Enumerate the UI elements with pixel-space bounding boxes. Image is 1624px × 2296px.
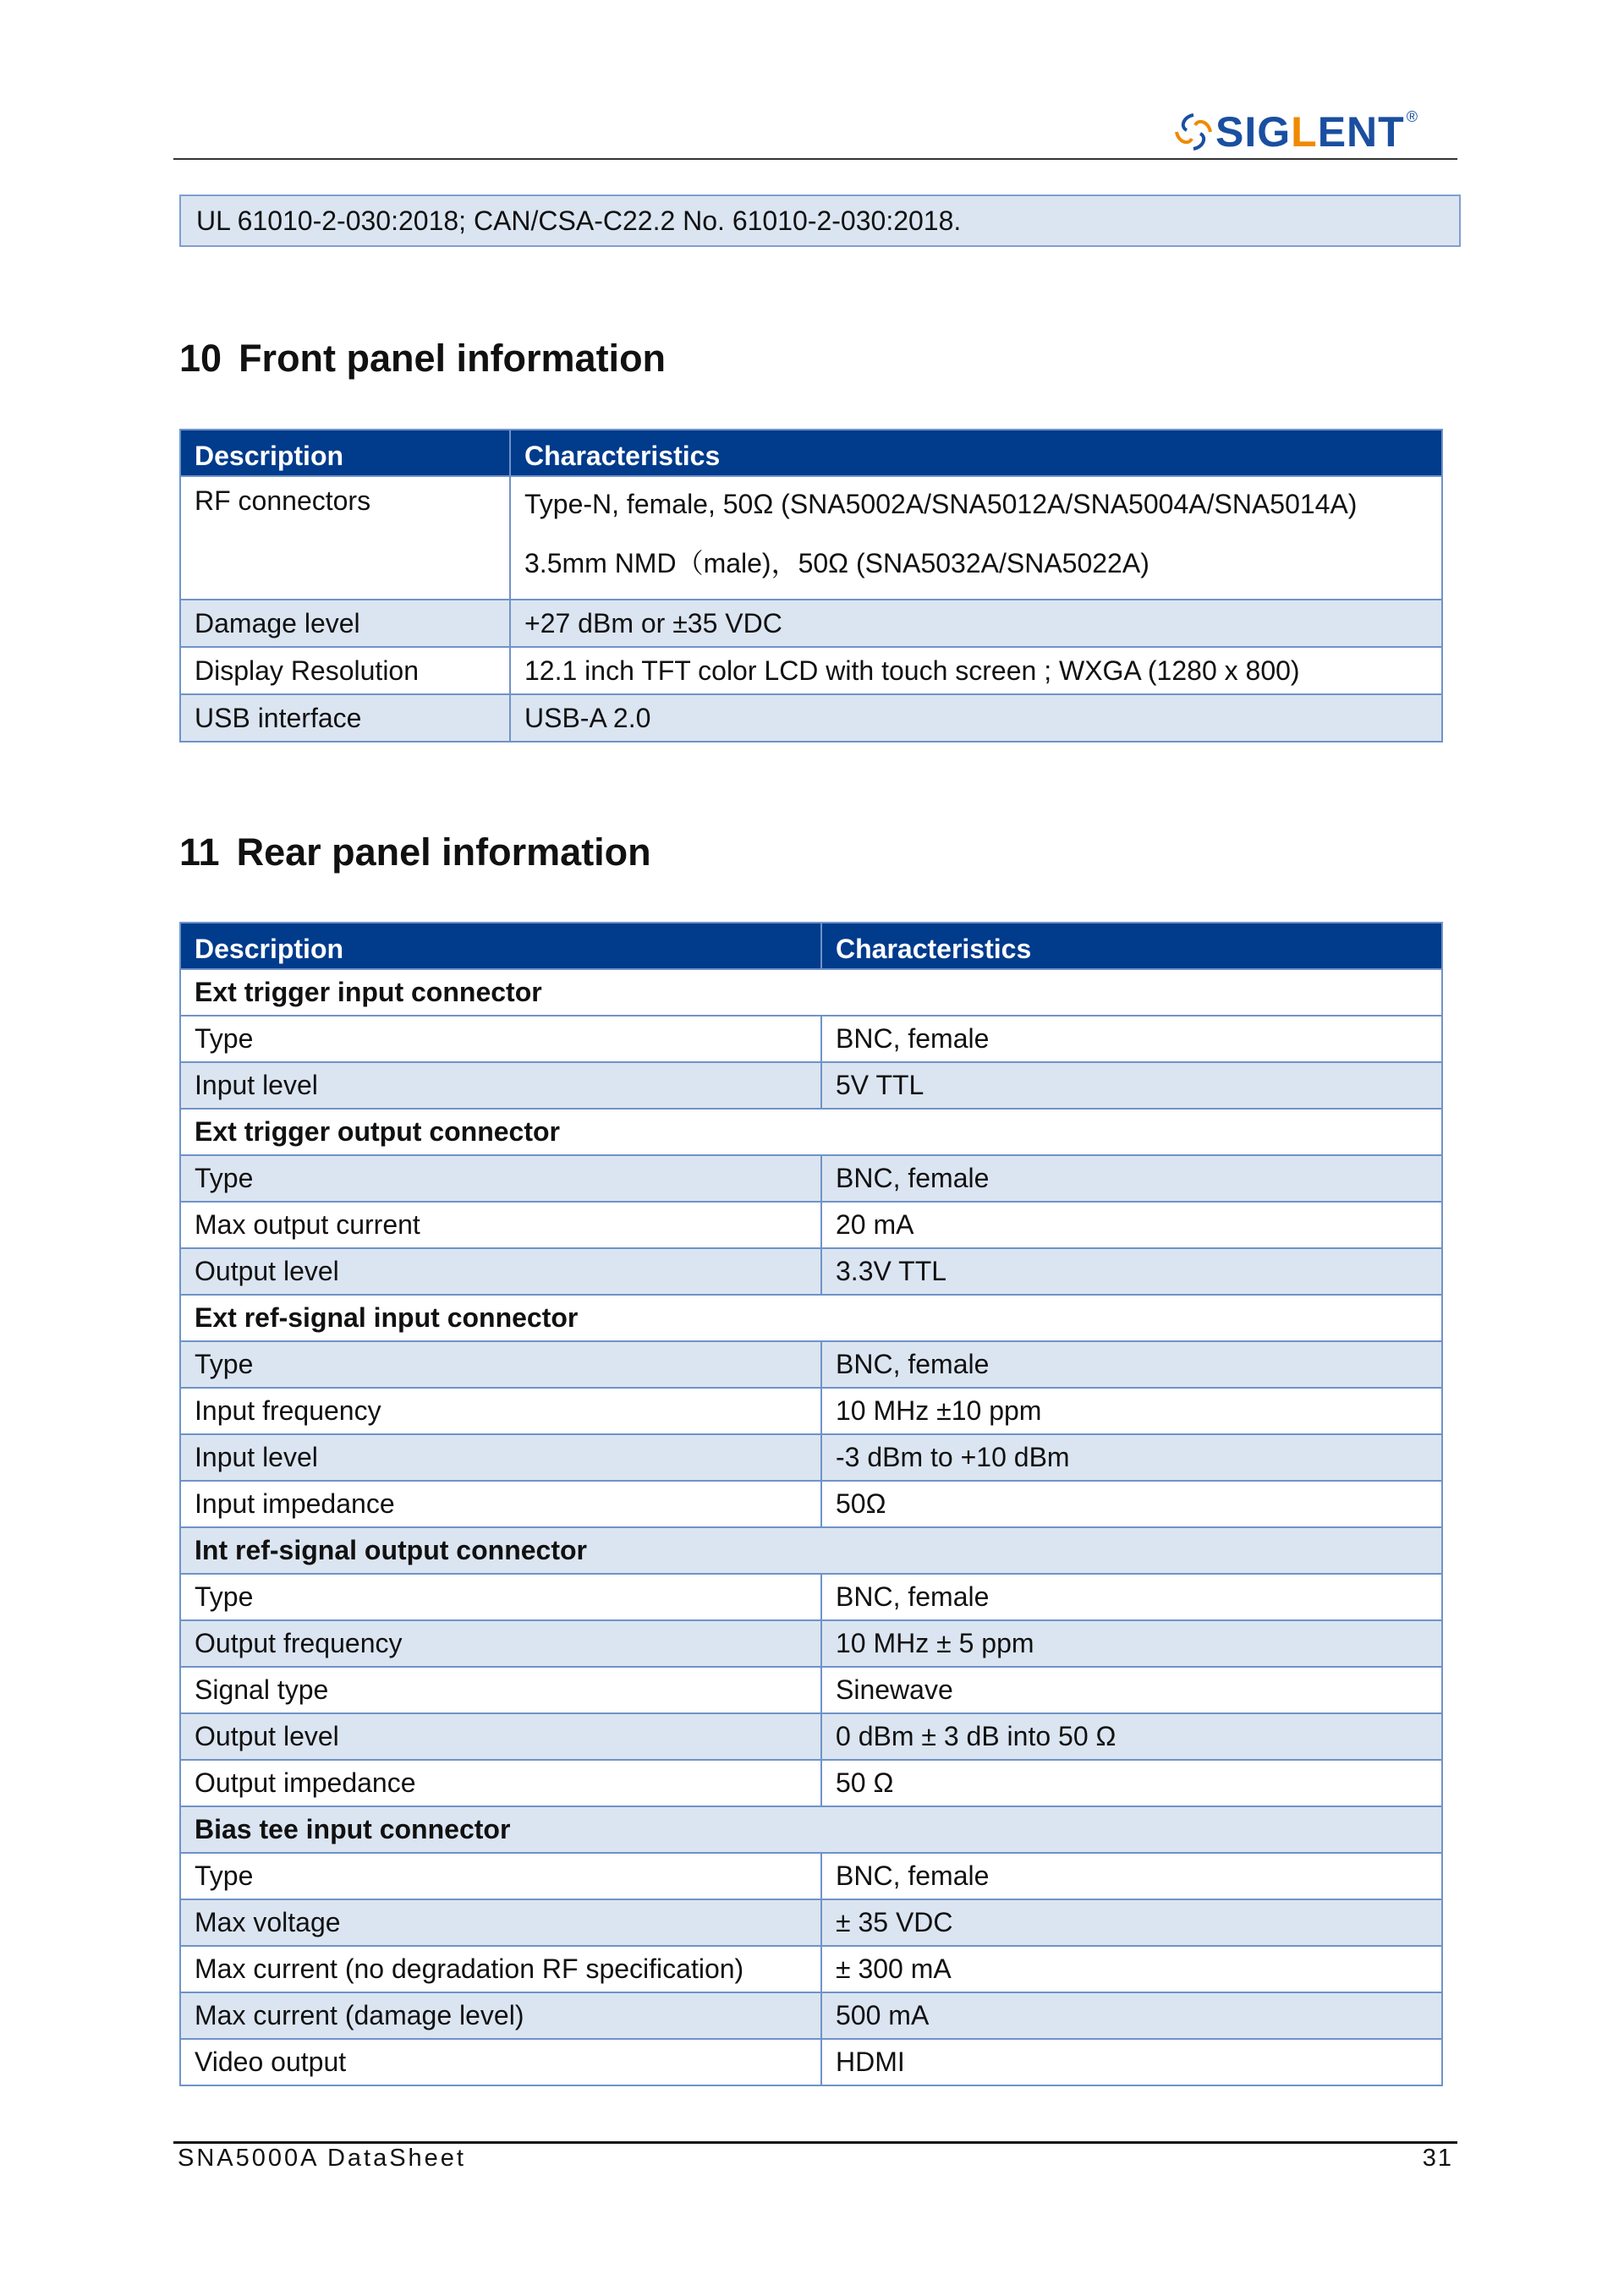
- section-heading-front-panel: 10 Front panel information: [179, 337, 667, 380]
- row-description: Video output: [180, 2039, 821, 2085]
- page-number: 31: [1422, 2145, 1453, 2172]
- row-description: Output level: [180, 1248, 821, 1295]
- row-description: RF connectors: [180, 476, 510, 600]
- row-value: -3 dBm to +10 dBm: [821, 1434, 1442, 1481]
- front-panel-table: [179, 429, 1443, 743]
- row-description: Output impedance: [180, 1760, 821, 1806]
- table-row: [180, 1388, 1442, 1434]
- table-row: [180, 694, 1442, 742]
- table-row: [180, 600, 1442, 647]
- table-row: [180, 1062, 1442, 1109]
- logo-swirl-icon: [1171, 110, 1215, 154]
- table-row: [180, 1434, 1442, 1481]
- row-value: BNC, female: [821, 1853, 1442, 1899]
- row-value: Sinewave: [821, 1667, 1442, 1713]
- row-description: Input level: [180, 1434, 821, 1481]
- row-value: 12.1 inch TFT color LCD with touch screen ; WXGA (1280 x 800): [510, 647, 1442, 694]
- row-description: Output level: [180, 1713, 821, 1760]
- section-row: [180, 969, 1442, 1016]
- table-row: [180, 1992, 1442, 2039]
- row-description: Type: [180, 1016, 821, 1062]
- row-description: Max voltage: [180, 1899, 821, 1946]
- table-row: [180, 1713, 1442, 1760]
- row-value: HDMI: [821, 2039, 1442, 2085]
- row-value: BNC, female: [821, 1574, 1442, 1620]
- row-value: ± 300 mA: [821, 1946, 1442, 1992]
- section-row: [180, 1527, 1442, 1574]
- table-row: [180, 1155, 1442, 1202]
- header-rule: [173, 158, 1457, 160]
- row-value: ± 35 VDC: [821, 1899, 1442, 1946]
- table-row: [180, 1760, 1442, 1806]
- table-row: [180, 1899, 1442, 1946]
- siglent-logo: SIG L ENT ®: [1171, 108, 1418, 156]
- row-description: Input frequency: [180, 1388, 821, 1434]
- rear-panel-table: [179, 922, 1443, 2086]
- section-heading-rear-panel: 11 Rear panel information: [179, 830, 651, 874]
- row-description: Max current (damage level): [180, 1992, 821, 2039]
- row-value: BNC, female: [821, 1341, 1442, 1388]
- table-row: [180, 1016, 1442, 1062]
- row-description: Input impedance: [180, 1481, 821, 1527]
- row-value: 50Ω: [821, 1481, 1442, 1527]
- table-row: [180, 1667, 1442, 1713]
- table-row: [180, 1946, 1442, 1992]
- row-value: 5V TTL: [821, 1062, 1442, 1109]
- section-row: [180, 1109, 1442, 1155]
- table-row: [180, 1481, 1442, 1527]
- row-description: Type: [180, 1853, 821, 1899]
- table-row: [180, 1341, 1442, 1388]
- row-value: 10 MHz ± 5 ppm: [821, 1620, 1442, 1667]
- table-row: [180, 1202, 1442, 1248]
- row-value: 10 MHz ±10 ppm: [821, 1388, 1442, 1434]
- row-description: Max current (no degradation RF specification): [180, 1946, 821, 1992]
- row-description: Type: [180, 1341, 821, 1388]
- row-description: Input level: [180, 1062, 821, 1109]
- row-value: 3.3V TTL: [821, 1248, 1442, 1295]
- section-row: [180, 1295, 1442, 1341]
- section-title: Int ref-signal output connector: [180, 1527, 1442, 1574]
- row-value: 0 dBm ± 3 dB into 50 Ω: [821, 1713, 1442, 1760]
- row-value: [510, 476, 1442, 600]
- section-row: [180, 1806, 1442, 1853]
- rf-connector-value: 3.5mm NMD（male)，50Ω (SNA5032A/SNA5022A): [524, 548, 1149, 578]
- row-description: Signal type: [180, 1667, 821, 1713]
- rf-connector-value: Type-N, female, 50Ω (SNA5002A/SNA5012A/SNA5004A/SNA5014A): [524, 489, 1358, 519]
- table-row: [180, 1248, 1442, 1295]
- table-row: [180, 1574, 1442, 1620]
- table-row: [180, 1620, 1442, 1667]
- row-value: 20 mA: [821, 1202, 1442, 1248]
- column-header-description: Description: [180, 430, 510, 476]
- row-value: 500 mA: [821, 1992, 1442, 2039]
- footer-doc-title: SNA5000A DataSheet: [178, 2145, 466, 2172]
- table-row: [180, 2039, 1442, 2085]
- row-value: USB-A 2.0: [510, 694, 1442, 742]
- table-row: [180, 476, 1442, 600]
- section-title: Ext trigger output connector: [180, 1109, 1442, 1155]
- row-value: 50 Ω: [821, 1760, 1442, 1806]
- row-description: Output frequency: [180, 1620, 821, 1667]
- row-description: Type: [180, 1155, 821, 1202]
- section-title: Bias tee input connector: [180, 1806, 1442, 1853]
- row-value: +27 dBm or ±35 VDC: [510, 600, 1442, 647]
- table-row: [180, 1853, 1442, 1899]
- section-title: Ext trigger input connector: [180, 969, 1442, 1016]
- column-header-description: Description: [180, 923, 821, 969]
- section-title: Ext ref-signal input connector: [180, 1295, 1442, 1341]
- row-description: Max output current: [180, 1202, 821, 1248]
- column-header-characteristics: Characteristics: [510, 430, 1442, 476]
- row-description: USB interface: [180, 694, 510, 742]
- standards-note: UL 61010-2-030:2018; CAN/CSA-C22.2 No. 61010-2-030:2018.: [179, 195, 1461, 247]
- column-header-characteristics: Characteristics: [821, 923, 1442, 969]
- row-description: Display Resolution: [180, 647, 510, 694]
- footer-rule: [173, 2141, 1457, 2144]
- row-description: Damage level: [180, 600, 510, 647]
- row-value: BNC, female: [821, 1016, 1442, 1062]
- row-value: BNC, female: [821, 1155, 1442, 1202]
- row-description: Type: [180, 1574, 821, 1620]
- table-row: [180, 647, 1442, 694]
